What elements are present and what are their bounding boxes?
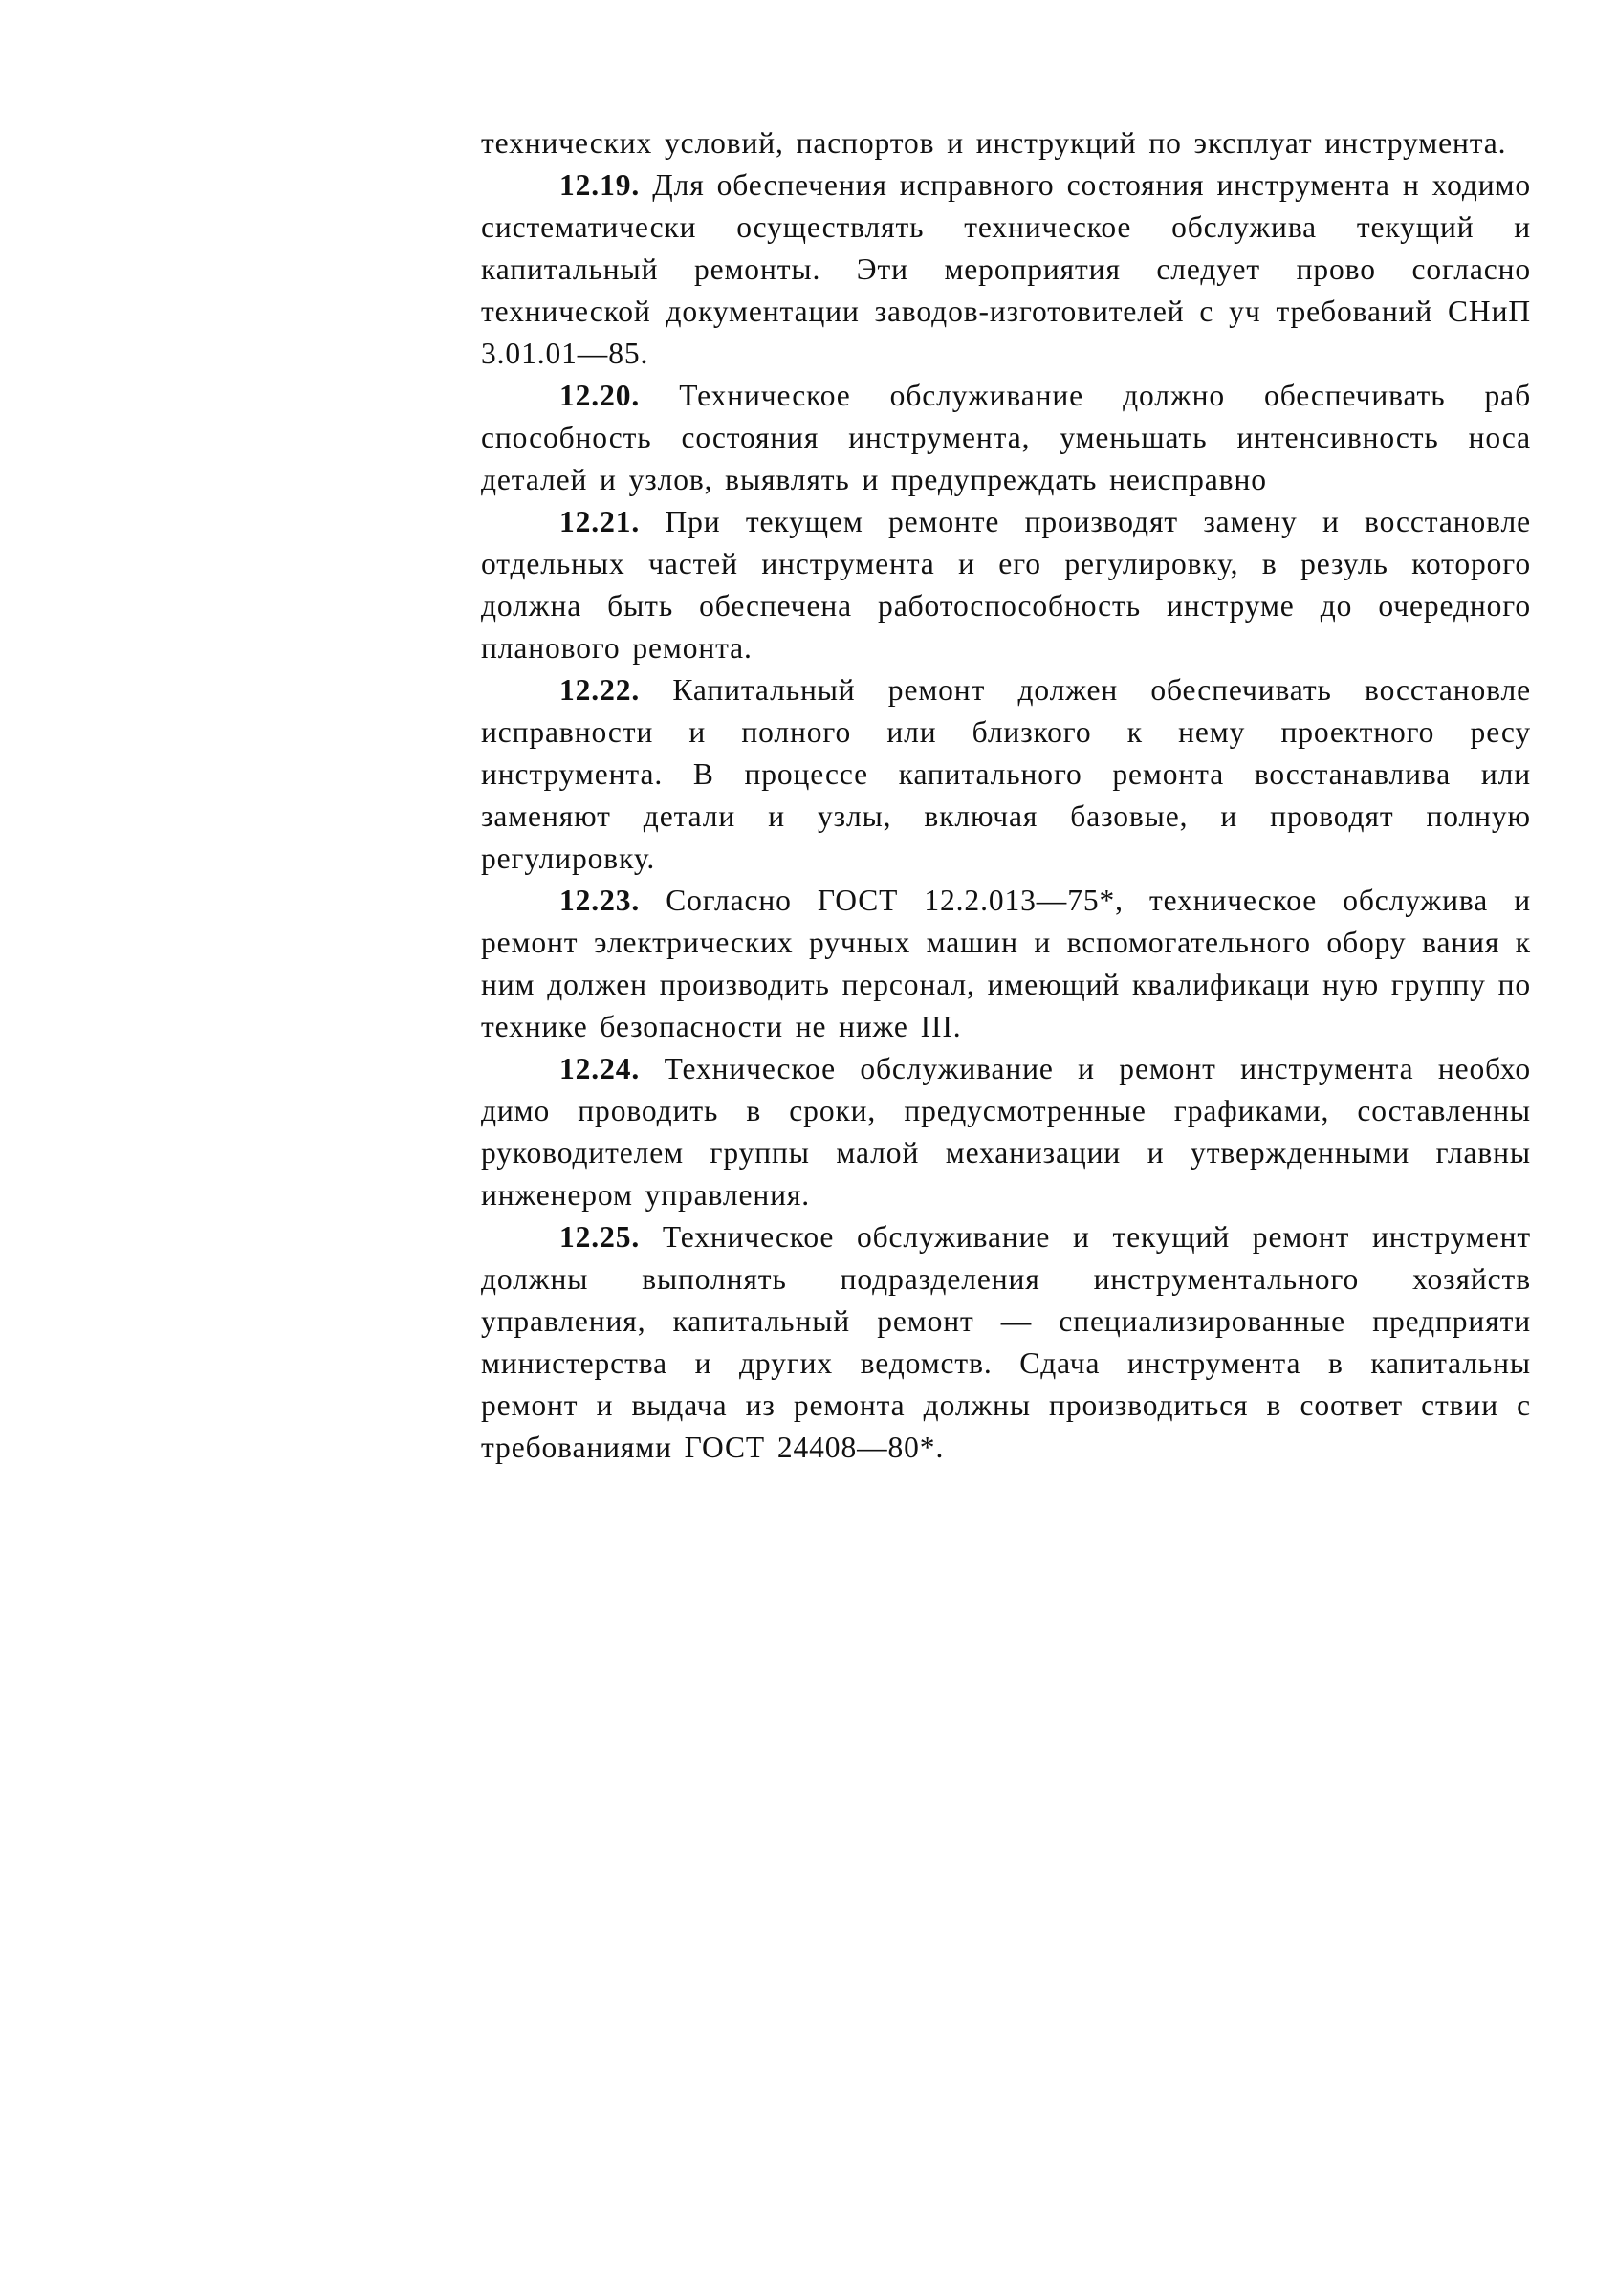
section-text: При текущем ремонте производят замену и восстановле отдельных частей инструмента и его регулировку, в резуль которого должна быть обеспечена работоспособность инструме до очередного планового ремонта.: [481, 505, 1531, 665]
continuation-paragraph: технических условий, паспортов и инструкций по эксплуат инструмента.: [481, 126, 1507, 160]
section-12-22: [481, 669, 1531, 880]
section-12-21: [481, 501, 1531, 669]
section-number: 12.22.: [559, 673, 641, 707]
section-text: Техническое обслуживание должно обеспечивать раб способность состояния инструмента, уменьшать интенсивность носа деталей и узлов, выявлять и предупреждать неисправно: [481, 379, 1531, 496]
section-12-19: [481, 164, 1531, 375]
section-12-20: [481, 375, 1531, 501]
section-number: 12.19.: [559, 168, 641, 202]
section-text: Согласно ГОСТ 12.2.013—75*, техническое обслужива и ремонт электрических ручных машин и вспомогательного обору вания к ним должен производить персонал, имеющий квалификаци ную группу по технике безопасности не ниже III.: [481, 884, 1531, 1043]
section-text: Техническое обслуживание и ремонт инструмента необхо димо проводить в сроки, предусмотренные графиками, составленны руководителем группы малой механизации и утвержденными главны инженером управления.: [481, 1052, 1531, 1212]
section-12-24: [481, 1048, 1531, 1216]
section-number: 12.24.: [559, 1052, 641, 1085]
section-number: 12.23.: [559, 884, 641, 917]
section-12-25: [481, 1216, 1531, 1469]
section-number: 12.21.: [559, 505, 641, 538]
section-text: Техническое обслуживание и текущий ремонт инструмент должны выполнять подразделения инструментального хозяйств управления, капитальный ремонт — специализированные предприяти министерства и других ведомств. Сдача инструмента в капитальны ремонт и выдача из ремонта должны производиться в соответ ствии с требованиями ГОСТ 24408—80*.: [481, 1220, 1531, 1464]
section-number: 12.20.: [559, 379, 641, 412]
section-text: Капитальный ремонт должен обеспечивать восстановле исправности и полного или близкого к нему проектного ресу инструмента. В процессе капитального ремонта восстанавлива или заменяют детали и узлы, включая базовые, и проводят полную регулировку.: [481, 673, 1531, 875]
section-text: Для обеспечения исправного состояния инструмента н ходимо систематически осуществлять техническое обслужива текущий и капитальный ремонты. Эти мероприятия следует прово согласно технической документации заводов-изготовителей с уч требований СНиП 3.01.01—85.: [481, 168, 1531, 370]
section-12-23: [481, 880, 1531, 1048]
body-text: [481, 122, 1531, 1469]
section-number: 12.25.: [559, 1220, 641, 1254]
